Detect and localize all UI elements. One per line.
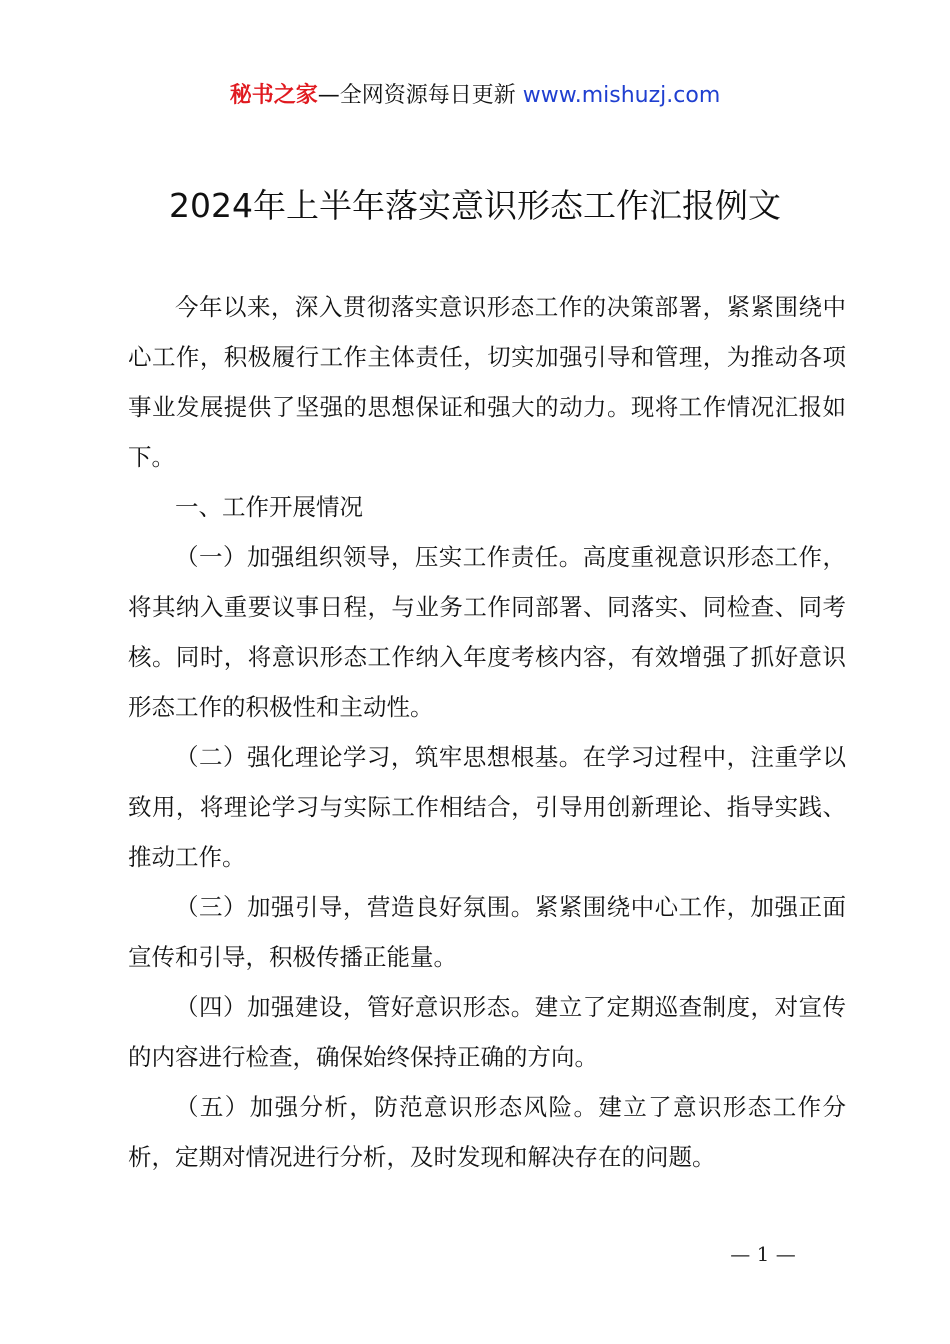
brand-name: 秘书之家 [229, 83, 318, 108]
body-paragraph: （二）强化理论学习，筑牢思想根基。在学习过程中，注重学以致用，将理论学习与实际工作相结合，引导用创新理论、指导实践、推动工作。 [128, 743, 846, 871]
site-url-link[interactable]: www.mishuzj.com [522, 83, 721, 108]
body-paragraph: （五）加强分析，防范意识形态风险。建立了意识形态工作分析，定期对情况进行分析，及时发现和解决存在的问题。 [128, 1093, 846, 1171]
document-title: 2024年上半年落实意识形态工作汇报例文 [169, 186, 781, 225]
section-heading: 一、工作开展情况 [175, 493, 363, 521]
intro-paragraph: 今年以来，深入贯彻落实意识形态工作的决策部署，紧紧围绕中心工作，积极履行工作主体责任，切实加强引导和管理，为推动各项事业发展提供了坚强的思想保证和强大的动力。现将工作情况汇报如下。 [128, 293, 846, 471]
body-paragraph: （四）加强建设，管好意识形态。建立了定期巡查制度，对宣传的内容进行检查，确保始终保持正确的方向。 [128, 993, 846, 1071]
page-number: — 1 — [730, 1242, 796, 1266]
site-header [0, 80, 950, 112]
header-slogan: —全网资源每日更新 [317, 83, 523, 108]
document-body [128, 282, 846, 1182]
body-paragraph: （一）加强组织领导，压实工作责任。高度重视意识形态工作，将其纳入重要议事日程，与业务工作同部署、同落实、同检查、同考核。同时，将意识形态工作纳入年度考核内容，有效增强了抓好意识形态工作的积极性和主动性。 [128, 543, 846, 721]
body-paragraph: （三）加强引导，营造良好氛围。紧紧围绕中心工作，加强正面宣传和引导，积极传播正能量。 [128, 893, 846, 971]
